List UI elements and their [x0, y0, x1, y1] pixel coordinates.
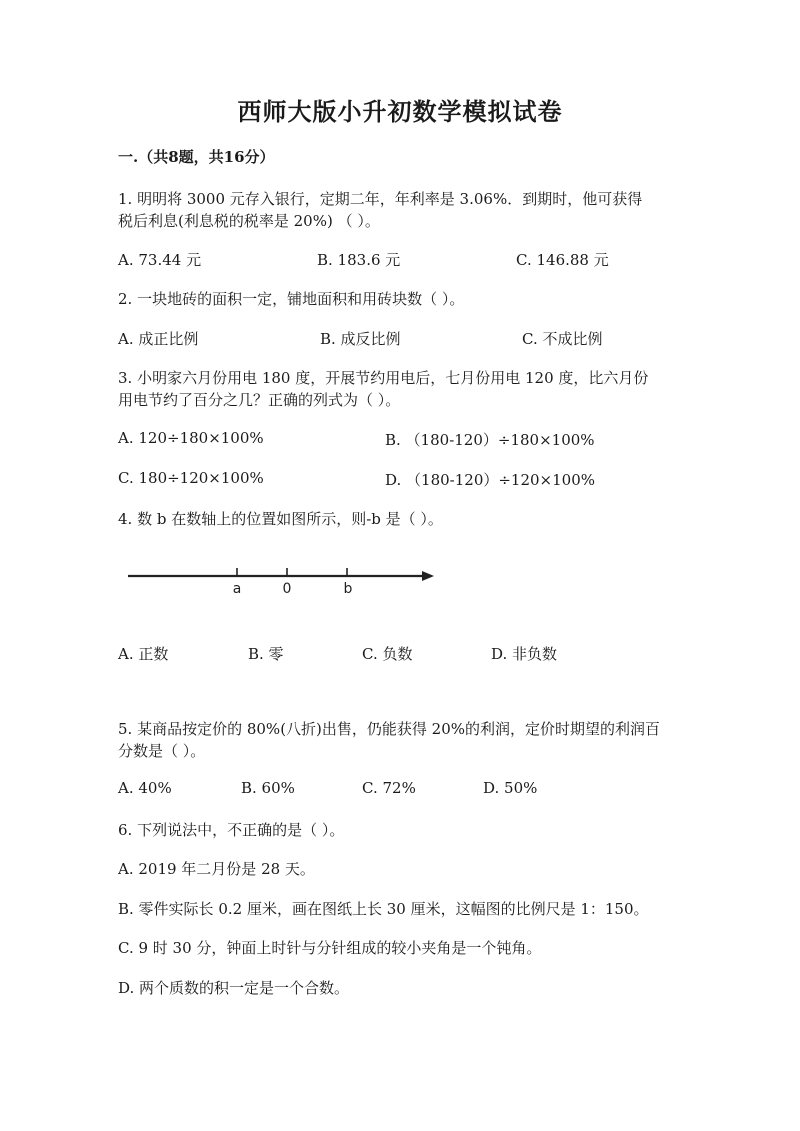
question-2-option-b: B. 成反比例 [320, 330, 401, 348]
question-4-option-d: D. 非负数 [491, 645, 558, 663]
question-5-option-b: B. 60% [241, 779, 295, 797]
question-1-option-c: C. 146.88 元 [516, 251, 609, 269]
question-6-option-b: B. 零件实际长 0.2 厘米，画在图纸上长 30 厘米，这幅图的比例尺是 1：150。 [118, 900, 649, 918]
question-6-option-a: A. 2019 年二月份是 28 天。 [118, 860, 315, 878]
question-5-line-1: 5. 某商品按定价的 80%(八折)出售，仍能获得 20%的利润，定价时期望的利润百 [118, 720, 661, 738]
question-1-line-2: 税后利息(利息税的税率是 20%) （ ）。 [118, 212, 380, 230]
question-2-line-1: 2. 一块地砖的面积一定，铺地面积和用砖块数（ ）。 [118, 290, 465, 308]
question-1-line-1: 1. 明明将 3000 元存入银行，定期二年，年利率是 3.06%．到期时，他可获得 [118, 190, 643, 208]
question-5-option-c: C. 72% [362, 779, 416, 797]
question-3-option-c: C. 180÷120×100% [118, 469, 264, 487]
label-b: b [343, 581, 353, 597]
question-5-line-2: 分数是（ ）。 [118, 742, 206, 760]
question-4-option-a: A. 正数 [118, 645, 169, 663]
question-5-option-d: D. 50% [483, 779, 538, 797]
question-6-line-1: 6. 下列说法中，不正确的是（ ）。 [118, 821, 345, 839]
question-2-option-a: A. 成正比例 [118, 330, 199, 348]
question-6-option-c: C. 9 时 30 分，钟面上时针与分针组成的较小夹角是一个钝角。 [118, 939, 542, 957]
question-4-option-b: B. 零 [248, 645, 284, 663]
question-6-option-d: D. 两个质数的积一定是一个合数。 [118, 979, 350, 997]
question-3-line-1: 3. 小明家六月份用电 180 度，开展节约用电后，七月份用电 120 度，比六月份 [118, 369, 649, 387]
question-4-line-1: 4. 数 b 在数轴上的位置如图所示，则-b 是（ ）。 [118, 510, 443, 528]
question-5-option-a: A. 40% [118, 779, 172, 797]
question-1-option-a: A. 73.44 元 [118, 251, 202, 269]
question-2-option-c: C. 不成比例 [522, 330, 603, 348]
question-4-option-c: C. 负数 [362, 645, 413, 663]
question-1-option-b: B. 183.6 元 [317, 251, 401, 269]
question-3-line-2: 用电节约了百分之几？正确的列式为（ ）。 [118, 391, 401, 409]
page-title: 西师大版小升初数学模拟试卷 [237, 97, 563, 126]
label-a: a [232, 581, 242, 597]
section-header: 一.（共8题，共16分） [118, 148, 275, 166]
number-line-figure [118, 562, 448, 602]
question-3-option-d: D. （180-120）÷120×100% [385, 471, 596, 489]
question-3-option-a: A. 120÷180×100% [118, 429, 264, 447]
number-line-arrow [422, 571, 434, 581]
label-0: 0 [282, 581, 292, 597]
question-3-option-b: B. （180-120）÷180×100% [385, 431, 595, 449]
